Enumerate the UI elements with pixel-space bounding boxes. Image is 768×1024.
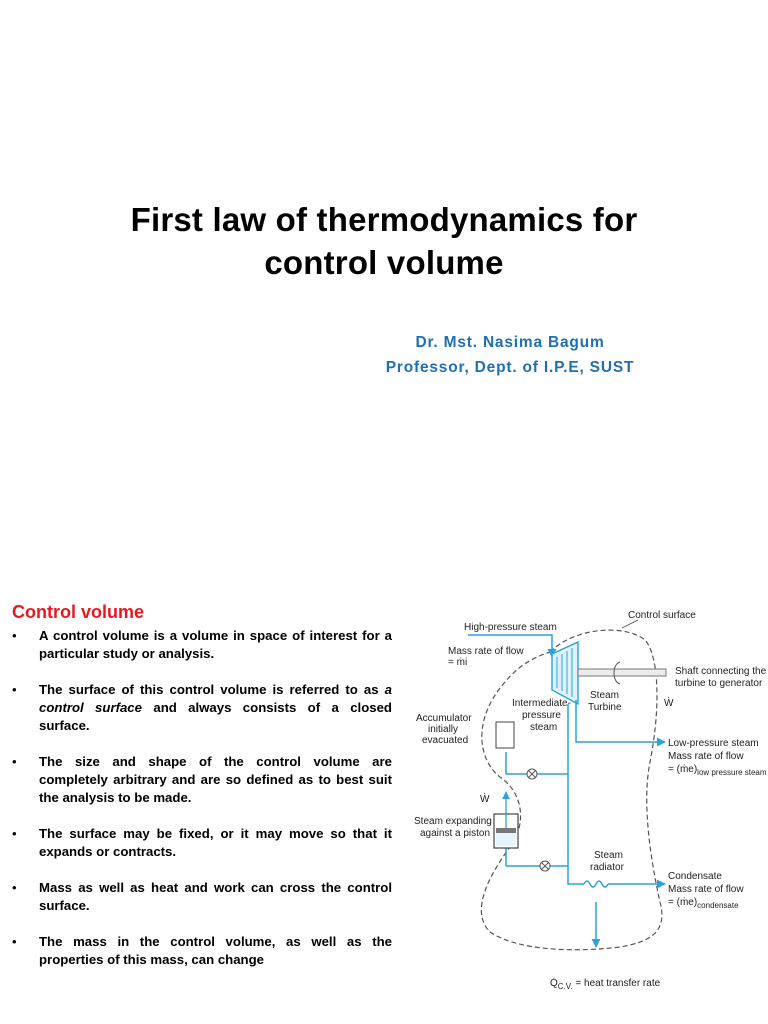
leader-line [622,620,638,628]
label-intermediate-3: steam [530,722,558,733]
label-radiator-1: Steam [594,850,623,861]
label-low-pressure-steam: Low-pressure steam [668,738,759,749]
label-mass-rate: Mass rate of flow [448,646,524,657]
bullet-text: and always consists of a closed surface. [39,700,392,733]
label-turbine: Turbine [588,702,622,713]
label-shaft-2: turbine to generator [675,678,763,689]
label-intermediate-1: Intermediate- [512,698,571,709]
slide-heading: Control volume [12,602,145,622]
label-high-pressure-steam: High-pressure steam [464,622,557,633]
author-block [260,330,760,380]
bullet-text: The surface of this control volume is referred to as [39,682,385,697]
piston-steam-icon [496,833,516,846]
bullet-list [12,627,392,987]
label-intermediate-2: pressure [522,710,561,721]
label-w-piston: Ẇ [480,794,490,805]
label-w-dot: Ẇ [664,698,674,709]
label-control-surface: Control surface [628,610,696,621]
author-role: Professor, Dept. of I.P.E, SUST [385,359,635,376]
label-steam: Steam [590,690,619,701]
label-mass-rate-3: Mass rate of flow [668,884,744,895]
title-line-1: First law of thermodynamics for [130,201,638,238]
title-line-2: control volume [264,244,504,281]
label-piston-2: against a piston [420,828,491,839]
turbine-icon [552,642,578,704]
label-heat-transfer-rate: $Q̇_{C.V.}$ = heat transfer rate [550,978,661,991]
label-piston-1: Steam expanding [414,816,492,827]
label-condensate: Condensate [668,871,722,882]
accumulator-tank-icon [496,722,514,748]
label-mdot-i: = ṁi [448,657,468,668]
label-radiator-2: radiator [590,862,624,873]
control-volume-diagram [410,602,768,1012]
label-mdot-e-low: = $(ṁe)_{low pressure steam}$ [668,764,767,777]
bullet-item: • The mass in the control volume, as well as the properties of this mass, can change [12,933,392,969]
bullet-item [12,681,392,735]
bullet-item: • A control volume is a volume in space of interest for a particular study or analysis. [12,627,392,663]
label-shaft-1: Shaft connecting the [675,666,767,677]
label-accumulator-1: Accumulator [416,713,472,724]
bullet-emphasis: a control surface [39,682,392,715]
author-name: Dr. Mst. Nasima Bagum [415,334,605,351]
bullet-item: • The size and shape of the control volume are completely arbitrary and are so defined as to best suit the analysis to be made. [12,753,392,807]
shaft-icon [578,669,666,676]
diagram-svg [410,602,768,1012]
piston-icon [496,828,516,833]
radiator-coil-icon [584,881,608,887]
bullet-item: • Mass as well as heat and work can cross the control surface. [12,879,392,915]
slide-title [40,198,728,284]
label-mass-rate-2: Mass rate of flow [668,751,744,762]
bullet-item: • The surface may be fixed, or it may move so that it expands or contracts. [12,825,392,861]
control-volume-slide [0,576,768,1024]
label-mdot-e-cond: = $(ṁe)_{condensate}$ [668,897,739,910]
label-accumulator-2: initially [428,724,459,735]
label-accumulator-3: evacuated [422,735,469,746]
